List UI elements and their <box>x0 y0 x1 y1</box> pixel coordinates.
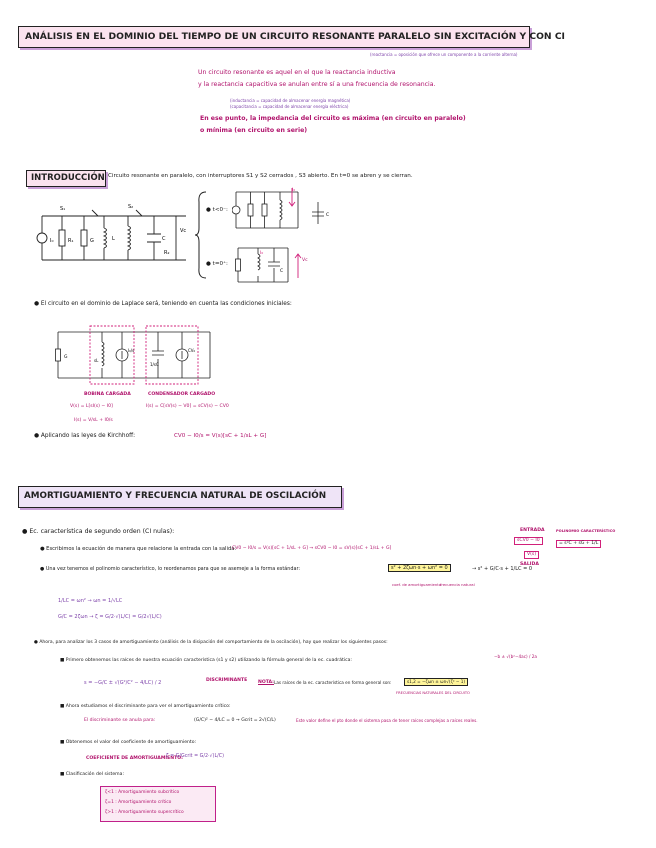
svg-text:G: G <box>64 355 68 360</box>
intro-line-4: o mínima (en circuito en serie) <box>200 127 308 134</box>
svg-text:R₂: R₂ <box>164 250 170 256</box>
entrada-tag: ENTRADA <box>520 528 545 533</box>
circuit-laplace <box>50 322 220 388</box>
svg-text:Vc: Vc <box>180 228 187 234</box>
fraction-bottom: V(s) <box>524 551 539 559</box>
coef-label: COEFICIENTE DE AMORTIGUAMIENTO: <box>86 756 184 761</box>
svg-text:I₀: I₀ <box>260 251 264 256</box>
circuit-t-minus <box>232 186 342 232</box>
svg-text:S₁: S₁ <box>60 206 66 212</box>
ahora-bullet: ● Ahora, para analizar los 3 casos de amortiguamiento (análisis de la disipación del comportamiento de la oscilación), hay que realizar los siguientes pasos: <box>34 640 388 645</box>
poly-reordered: → s² + G/C·s + 1/LC = 0 <box>472 566 533 572</box>
side-note-reactancia: (reactancia = oposición que ofrece un componente a la corriente alterna) <box>370 52 518 57</box>
fraction-top: sCV0 − I0 <box>514 537 543 545</box>
formula-general: −b ± √(b²−4ac) / 2a <box>494 654 537 659</box>
t-plus-label: ● t=0⁺: <box>206 261 228 267</box>
intro-line-2: y la reactancia capacitiva se anulan entre sí a una frecuencia de resonancia. <box>198 81 436 88</box>
svg-text:I₀/s: I₀/s <box>128 348 135 353</box>
intro-line-3: En ese punto, la impedancia del circuito es máxima (en circuito en paralelo) <box>200 115 466 122</box>
intro-line-1: Un circuito resonante es aquel en el que la reactancia inductiva <box>198 69 396 76</box>
standard-form: s² + 2ζωn·s + ωn² = 0 <box>388 564 451 572</box>
escribimos-bullet: ● Escribimos la ecuación de manera que relacione la entrada con la salida: <box>40 546 237 552</box>
zeta-equation: G/C = 2ζωn → ζ = G/2·√(L/C) = G/2√(L/C) <box>58 614 162 620</box>
svg-text:CV₀: CV₀ <box>188 348 196 353</box>
classification-box <box>100 786 216 822</box>
svg-text:I₀: I₀ <box>50 238 54 244</box>
eq-main: CV0 − I0/s = V(s)[sC + 1/sL + G] → sCV0 − I0 = sV(s)[sC + 1/sL + G] <box>232 546 392 551</box>
nota-equation: s1,2 = −ζωn ± ωn√(ζ² − 1) <box>404 678 468 686</box>
circuit-t-plus <box>232 244 312 286</box>
case-supercritico: ζ>1 : Amortiguamiento supercrítico <box>105 810 184 815</box>
paso-1: ■ Primero obtenemos las raíces de nuestra ecuación característica (s1 y s2) utilizando la fórmula general de la ec. cuadrática: <box>60 658 352 663</box>
main-title: ANÁLISIS EN EL DOMINIO DEL TIEMPO DE UN CIRCUITO RESONANTE PARALELO SIN EXCITACIÓN Y CON CI <box>25 31 565 42</box>
eq-condensador: I(s) = C[sV(s) − V0] = sCV(s) − CV0 <box>146 404 229 409</box>
reordenamos-bullet: ● Una vez tenemos el polinomio característico, lo reordenamos para que se asemeje a la forma estándar: <box>40 566 301 572</box>
disc-text: El discriminante se anula para: <box>84 718 156 723</box>
vc-label-t-plus: Vc <box>302 258 308 263</box>
s-equation: s = −G/C ± √(G²/C² − 4/LC) / 2 <box>84 680 162 686</box>
freq-naturales-tag: FRECUENCIAS NATURALES DEL CIRCUITO <box>396 691 470 695</box>
freq-natural-label: frecuencia natural <box>440 582 475 587</box>
poly-expression: = s²C + sG + 1/L <box>556 540 601 548</box>
amortiguamiento-box <box>18 486 342 508</box>
svg-text:C: C <box>326 213 330 218</box>
svg-text:S₂: S₂ <box>128 204 134 210</box>
svg-text:C: C <box>280 269 284 274</box>
svg-text:I₀: I₀ <box>292 188 296 193</box>
paso-2: ■ Ahora estudiamos el discriminante para ver el amortiguamiento crítico: <box>60 704 231 709</box>
eq-bobina-2: I(s) = V/sL + I0/s <box>74 418 113 423</box>
eq-bobina-1: V(s) = L[sI(s) − I0] <box>70 404 113 409</box>
svg-text:sL: sL <box>94 358 99 363</box>
coef-equation: ζ = G/Gcrit = G/2·√(L/C) <box>166 754 224 759</box>
paso-3: ■ Obtenemos el valor del coeficiente de amortiguamiento: <box>60 740 197 745</box>
side-note-capacitancia: (capacitancia = capacidad de almacenar energía eléctrica) <box>230 104 349 109</box>
side-note-inductancia: (inductancia = capacidad de almacenar energía magnética) <box>230 98 351 103</box>
wn-equation: 1/LC = ωn² → ωn = 1/√LC <box>58 598 123 604</box>
paso-4: ■ Clasificación del sistema: <box>60 772 124 777</box>
kirchhoff-bullet: ● Aplicando las leyes de Kirchhoff: <box>34 433 136 439</box>
main-title-box <box>18 26 565 48</box>
svg-text:G: G <box>90 238 94 244</box>
disc-equation: (G/C)² − 4/LC = 0 → Gcrit = 2√(C/L) <box>194 718 276 723</box>
svg-text:L: L <box>112 236 115 242</box>
coef-amort-label: coef. de amortiguamiento <box>392 582 442 587</box>
ec-caracteristica-bullet: ● Ec. característica de segundo orden (CI nulas): <box>22 528 175 535</box>
introduccion-label: INTRODUCCIÓN <box>31 173 105 183</box>
nota-label: NOTA: <box>258 680 275 685</box>
salida-tag: SALIDA <box>520 562 539 567</box>
introduccion-box <box>26 170 106 187</box>
condensador-label: CONDENSADOR CARGADO <box>148 392 216 397</box>
circuit-main <box>36 198 196 268</box>
bobina-label: BOBINA CARGADA <box>84 392 131 397</box>
disc-tail: Este valor define el pto donde el sistema pasa de tener raíces complejas a raíces reales. <box>296 718 478 723</box>
case-subcritico: ζ<1 : Amortiguamiento subcrítico <box>105 790 180 795</box>
t-minus-label: ● t<0⁻: <box>206 207 228 213</box>
case-critico: ζ=1 : Amortiguamiento crítico <box>105 800 172 805</box>
introduccion-text: Circuito resonante en paralelo, con interruptores S1 y S2 cerrados , S3 abierto. En t=0 se abren y se cierran. <box>108 173 413 179</box>
amortiguamiento-title: AMORTIGUAMIENTO Y FRECUENCIA NATURAL DE OSCILACIÓN <box>24 491 327 501</box>
svg-text:C: C <box>162 236 166 242</box>
nota-text: Las raíces de la ec. característica en forma general son: <box>274 680 392 685</box>
svg-text:1/sC: 1/sC <box>150 362 159 367</box>
poly-tag: POLINOMIO CARACTERÍSTICO <box>556 529 616 533</box>
svg-text:R₁: R₁ <box>68 238 74 244</box>
discriminante-tag: DISCRIMINANTE <box>206 678 248 683</box>
laplace-bullet: ● El circuito en el dominio de Laplace será, teniendo en cuenta las condiciones iniciales: <box>34 301 292 307</box>
kirchhoff-equation: CV0 − I0/s = V(s)[sC + 1/sL + G] <box>174 433 267 439</box>
